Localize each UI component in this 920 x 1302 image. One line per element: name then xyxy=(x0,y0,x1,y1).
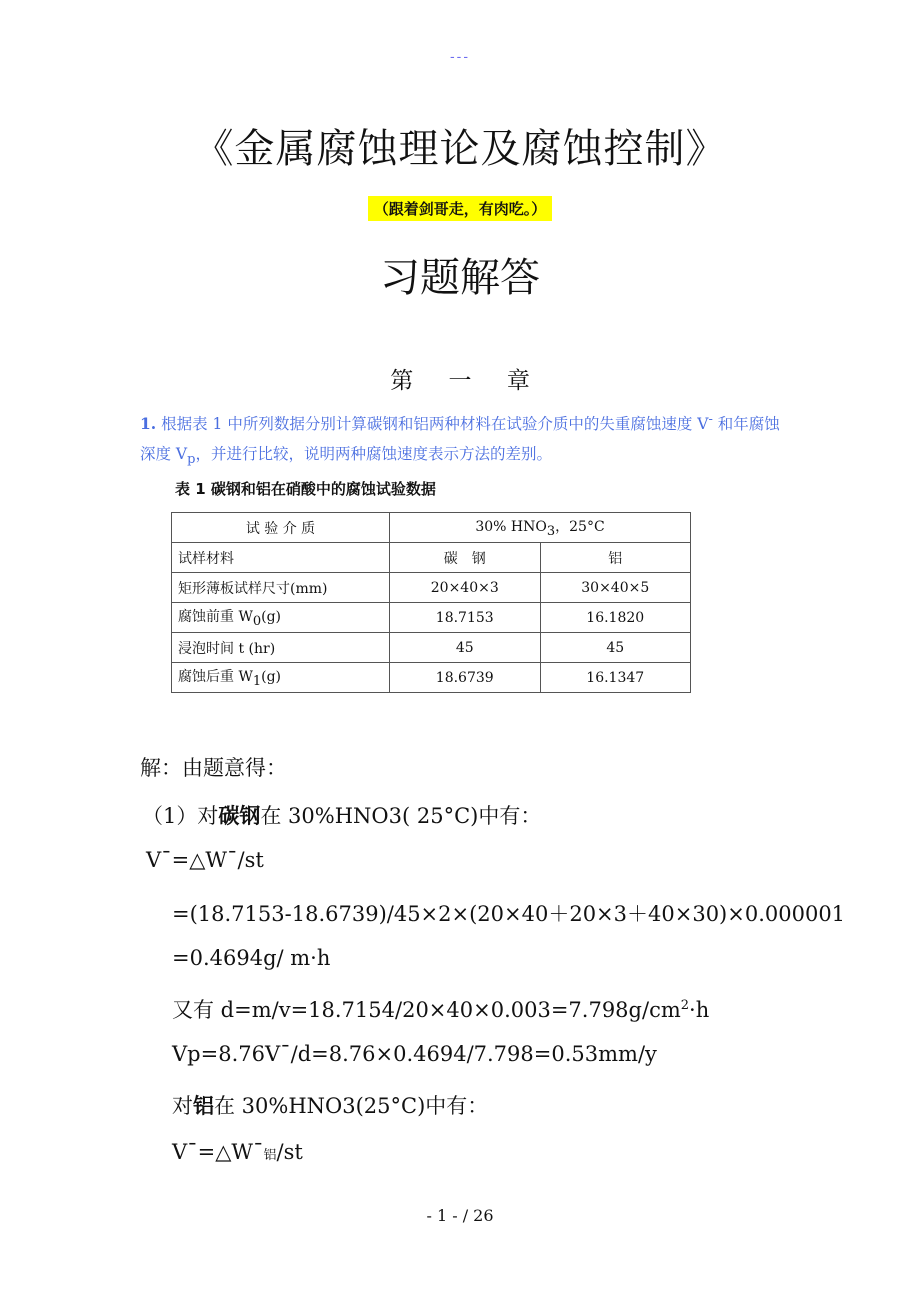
question-text-2: 和年腐蚀深度 V xyxy=(140,415,780,464)
formula-1: V¯=△W¯/st xyxy=(146,848,264,872)
document-title: 《金属腐蚀理论及腐蚀控制》 xyxy=(193,126,727,172)
table-row xyxy=(172,543,691,573)
question-1 xyxy=(140,405,790,475)
highlighted-subtitle: （跟着剑哥走，有肉吃。） xyxy=(368,196,553,221)
formula-3: =0.4694g/ m·h xyxy=(172,946,331,970)
chapter-heading xyxy=(0,362,920,395)
table-row xyxy=(172,513,691,543)
row-label: 浸泡时间 t (hr) xyxy=(172,633,390,663)
question-sup: - xyxy=(708,412,713,427)
subtitle-container xyxy=(0,196,920,221)
al-cell: 铝 xyxy=(540,543,691,573)
question-text-1: 根据表 1 中所列数据分别计算碳钢和铝两种材料在试验介质中的失重腐蚀速度 V xyxy=(156,415,709,434)
medium-value-sub: 3 xyxy=(546,523,556,539)
al-cell: 30×40×5 xyxy=(540,573,691,603)
part2-material: 铝 xyxy=(193,1094,214,1118)
steel-cell: 18.6739 xyxy=(390,663,541,693)
formula-6-tail: /st xyxy=(276,1140,303,1164)
question-sub: p xyxy=(187,452,196,468)
part1-material: 碳钢 xyxy=(218,804,261,828)
row-label-text: 腐蚀前重 W xyxy=(178,609,253,626)
al-cell: 16.1820 xyxy=(540,603,691,633)
corrosion-data-table xyxy=(171,512,691,693)
row-label: 试样材料 xyxy=(172,543,390,573)
formula-6-text: V¯=△W¯ xyxy=(172,1140,264,1164)
table-caption: 表 1 碳钢和铝在硝酸中的腐蚀试验数据 xyxy=(175,480,436,498)
table-row xyxy=(172,633,691,663)
steel-cell: 碳 钢 xyxy=(390,543,541,573)
part1-prefix: （1）对 xyxy=(142,804,219,828)
row-label-sub: 0 xyxy=(252,613,262,629)
question-text-3: ，并进行比较，说明两种腐蚀速度表示方法的差别。 xyxy=(195,445,552,464)
page-number: - 1 - / 26 xyxy=(426,1206,494,1225)
question-number: 1. xyxy=(140,414,157,434)
chapter-char-1: 第 xyxy=(390,368,414,394)
part2-prefix: 对 xyxy=(172,1094,193,1118)
formula-5: Vp=8.76V¯/d=8.76×0.4694/7.798=0.53mm/y xyxy=(172,1042,657,1066)
formula-4-sup: 2 xyxy=(680,998,690,1013)
table-row xyxy=(172,663,691,693)
medium-value xyxy=(390,513,691,543)
al-cell: 16.1347 xyxy=(540,663,691,693)
formula-6 xyxy=(172,1140,303,1164)
part2-suffix: 在 30%HNO3(25°C)中有： xyxy=(214,1094,489,1118)
steel-cell: 45 xyxy=(390,633,541,663)
formula-6-subscript: 铝 xyxy=(263,1148,277,1163)
row-label-sub: 1 xyxy=(252,673,262,689)
formula-4 xyxy=(172,994,709,1024)
medium-value-temp: ，25°C xyxy=(555,519,605,536)
steel-cell: 18.7153 xyxy=(390,603,541,633)
solution-intro: 解：由题意得： xyxy=(140,756,287,780)
steel-cell: 20×40×3 xyxy=(390,573,541,603)
row-label-text: 腐蚀后重 W xyxy=(178,669,253,686)
header-mark: --- xyxy=(450,48,470,64)
row-label-unit: (g) xyxy=(261,669,282,686)
formula-4-text: 又有 d=m/v=18.7154/20×40×0.003=7.798g/cm xyxy=(172,998,681,1022)
row-label xyxy=(172,603,390,633)
table-row xyxy=(172,573,691,603)
chapter-char-3: 章 xyxy=(506,368,530,394)
formula-2: =(18.7153-18.6739)/45×2×(20×40＋20×3＋40×30)×0.000001 xyxy=(172,902,846,926)
solution-part1 xyxy=(142,800,541,830)
row-label: 矩形薄板试样尺寸(mm) xyxy=(172,573,390,603)
row-label-unit: (g) xyxy=(261,609,282,626)
medium-label: 试 验 介 质 xyxy=(172,513,390,543)
chapter-char-2: 一 xyxy=(448,368,472,394)
al-cell: 45 xyxy=(540,633,691,663)
medium-value-text: 30% HNO xyxy=(475,519,547,536)
solution-part2 xyxy=(172,1090,488,1120)
formula-4-unit: ·h xyxy=(689,998,710,1022)
part1-suffix: 在 30%HNO3( 25°C)中有： xyxy=(260,804,542,828)
table-row xyxy=(172,603,691,633)
answers-title: 习题解答 xyxy=(380,255,540,301)
row-label xyxy=(172,663,390,693)
